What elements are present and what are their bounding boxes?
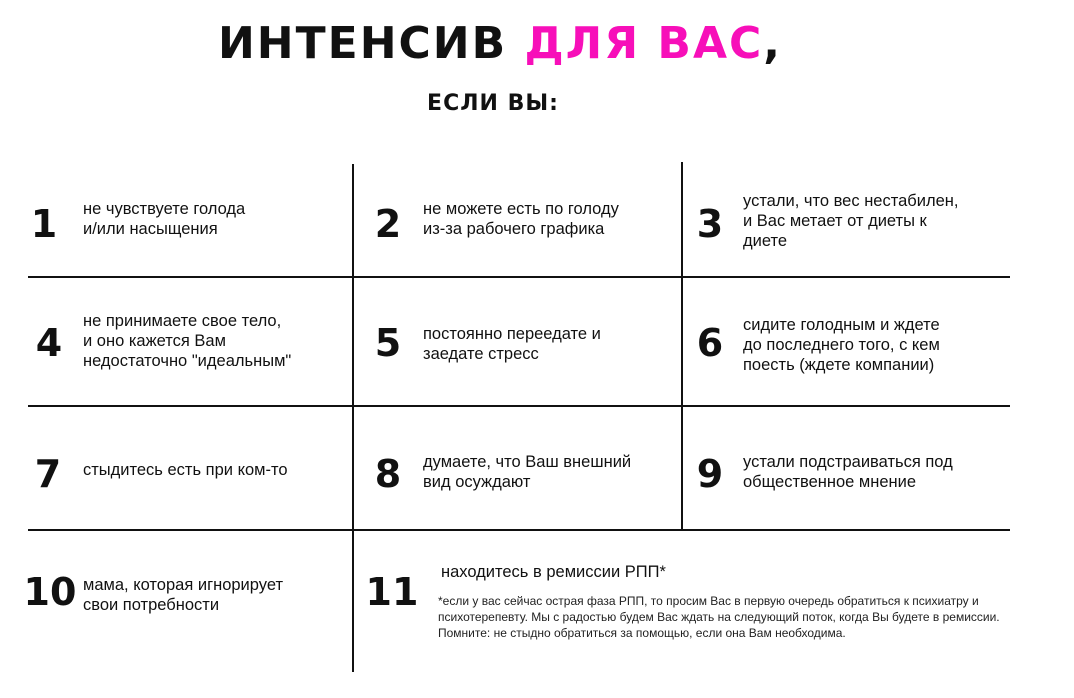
item-text: мама, которая игнорирует свои потребности: [83, 576, 284, 614]
title-comma: ,: [763, 18, 783, 69]
grid-divider-col-1: [352, 164, 354, 672]
grid-divider-row-1: [28, 276, 1010, 278]
grid-divider-row-2: [28, 405, 1010, 407]
title-accent: ДЛЯ ВАС: [524, 18, 764, 69]
item-text: не можете есть по голоду из-за рабочего графика: [423, 200, 619, 238]
item-text: находитесь в ремиссии РПП*: [441, 563, 666, 581]
title-main: ИНТЕНСИВ: [217, 18, 525, 69]
item-text: не принимаете свое тело, и оно кажется Вам недостаточно "идеальным": [83, 312, 292, 370]
footnote: *если у вас сейчас острая фаза РПП, то просим Вас в первую очередь обратиться к психиатру и психотерепевту. Мы с радостью будем Вас ждать на следующий поток, когда Вы будете в ремиссии. Помните: не стыдно обратиться за помощью, если она Вам необходима.: [438, 594, 1000, 640]
page-title: [0, 18, 1000, 70]
item-text: сидите голодным и ждете до последнего того, с кем поесть (ждете компании): [743, 316, 940, 374]
item-number: 9: [696, 452, 724, 496]
grid-divider-col-2: [681, 162, 683, 529]
item-text: не чувствуете голода и/или насыщения: [83, 200, 246, 238]
item-number: 6: [696, 321, 724, 365]
item-text: устали подстраиваться под общественное мнение: [743, 453, 953, 491]
item-text: устали, что вес нестабилен, и Вас метает от диеты к диете: [743, 192, 959, 250]
page-subtitle: ЕСЛИ ВЫ:: [427, 91, 559, 116]
item-number: 8: [374, 452, 402, 496]
item-number: 11: [365, 570, 419, 614]
item-number: 4: [35, 321, 63, 365]
item-text: постоянно переедате и заедате стресс: [423, 325, 601, 363]
item-number: 2: [374, 202, 402, 246]
item-number: 10: [23, 570, 77, 614]
item-text: стыдитесь есть при ком-то: [83, 461, 288, 479]
item-number: 1: [30, 202, 58, 246]
item-number: 5: [374, 321, 402, 365]
item-number: 7: [34, 452, 62, 496]
item-number: 3: [696, 202, 724, 246]
item-text: думаете, что Ваш внешний вид осуждают: [423, 453, 632, 491]
grid-divider-row-3: [28, 529, 1010, 531]
